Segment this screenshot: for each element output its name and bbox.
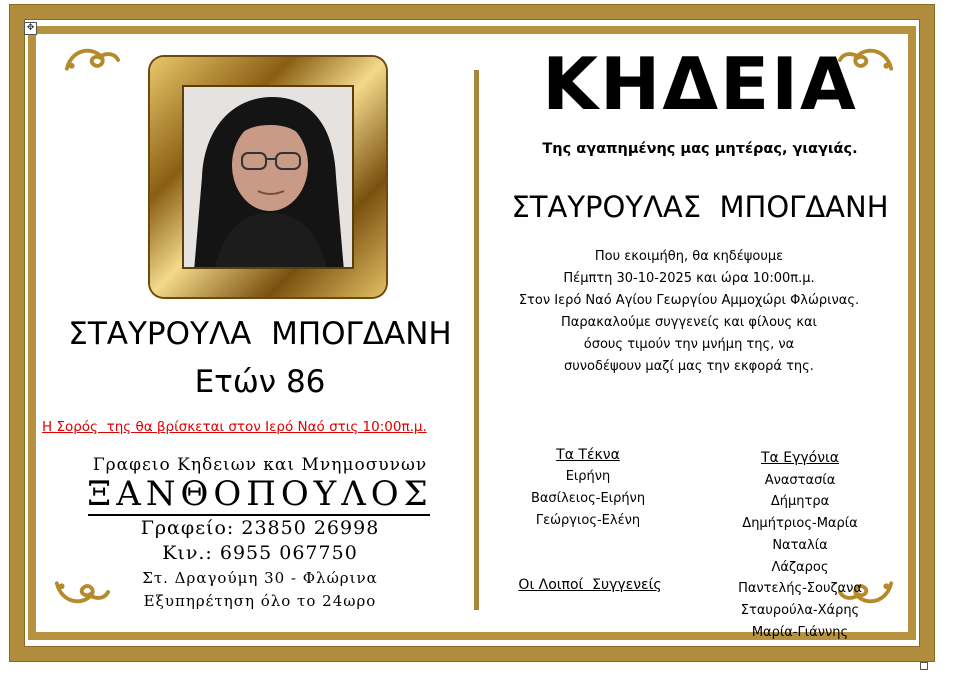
announcement-line: Στον Ιερό Ναό Αγίου Γεωργίου Αμμοχώρι Φλώρινας. (518, 293, 860, 308)
intro-line: Της αγαπημένης μας μητέρας, γιαγιάς. (542, 141, 858, 157)
deceased-name: ΣΤΑΥΡΟΥΛΑ ΜΠΟΓΔΑΝΗ (68, 316, 452, 352)
portrait-illustration (184, 87, 354, 269)
list-item: Παντελής-Σουζανα (738, 581, 862, 597)
announcement-line: Που εκοιμήθη, θα κηδέψουμε (594, 249, 784, 264)
move-handle-icon[interactable]: ✥ (24, 22, 37, 35)
resize-handle-icon[interactable] (920, 662, 928, 670)
list-item: Μαρία-Γιάννης (751, 624, 849, 640)
service-hours: Εξυπηρέτηση όλο το 24ωρο (143, 592, 377, 610)
portrait-frame (150, 57, 386, 297)
list-item: Γεώργιος-Ελένη (535, 513, 641, 528)
funeral-home-address: Στ. Δραγούμη 30 - Φλώρινα (142, 569, 378, 587)
office-phone: Γραφείο: 23850 26998 (140, 517, 380, 539)
announcement-line: όσους τιμούν την μνήμη της, να (583, 337, 795, 352)
viewing-notice: Η Σορός της θα βρίσκεται στον Ιερό Ναό στις 10:00π.μ. (42, 419, 427, 435)
announcement-line: Παρακαλούμε συγγενείς και φίλους και (561, 315, 817, 330)
announcement-line: συνοδέψουν μαζί μας την εκφορά της. (564, 359, 814, 374)
grandchildren-list (720, 448, 880, 643)
other-relatives: Οι Λοιποί Συγγενείς (518, 577, 662, 593)
page-title: ΚΗΔΕΙΑ (542, 42, 858, 126)
grandchildren-title: Τα Εγγόνια (761, 450, 839, 466)
children-title: Τα Τέκνα (556, 447, 620, 463)
list-item: Δήμητρα (770, 494, 830, 510)
ornament-top-left-icon (62, 44, 120, 74)
funeral-home-tagline: Γραφειο Κηδειων και Μνημοσυνων (92, 455, 428, 475)
announcement-line: Πέμπτη 30-10-2025 και ώρα 10:00π.μ. (563, 271, 815, 286)
portrait-photo (182, 85, 354, 269)
list-item: Ναταλία (772, 537, 828, 553)
list-item: Λάζαρος (771, 559, 829, 575)
mobile-phone: Κιν.: 6955 067750 (162, 542, 358, 564)
list-item: Σταυρούλα-Χάρης (740, 602, 860, 618)
funeral-home-underline (88, 514, 430, 516)
funeral-home-name: ΞΑΝΘΟΠΟΥΛΟΣ (87, 474, 433, 514)
announcement-block (478, 246, 900, 378)
list-item: Αναστασία (764, 472, 836, 488)
list-item: Βασίλειος-Ειρήνη (530, 491, 646, 506)
age: Ετών 86 (194, 364, 326, 400)
deceased-name-genitive: ΣΤΑΥΡΟΥΛΑΣ ΜΠΟΓΔΑΝΗ (511, 190, 889, 224)
list-item: Δημήτριος-Μαρία (742, 516, 858, 532)
children-list (500, 444, 676, 532)
list-item: Ειρήνη (565, 469, 611, 484)
